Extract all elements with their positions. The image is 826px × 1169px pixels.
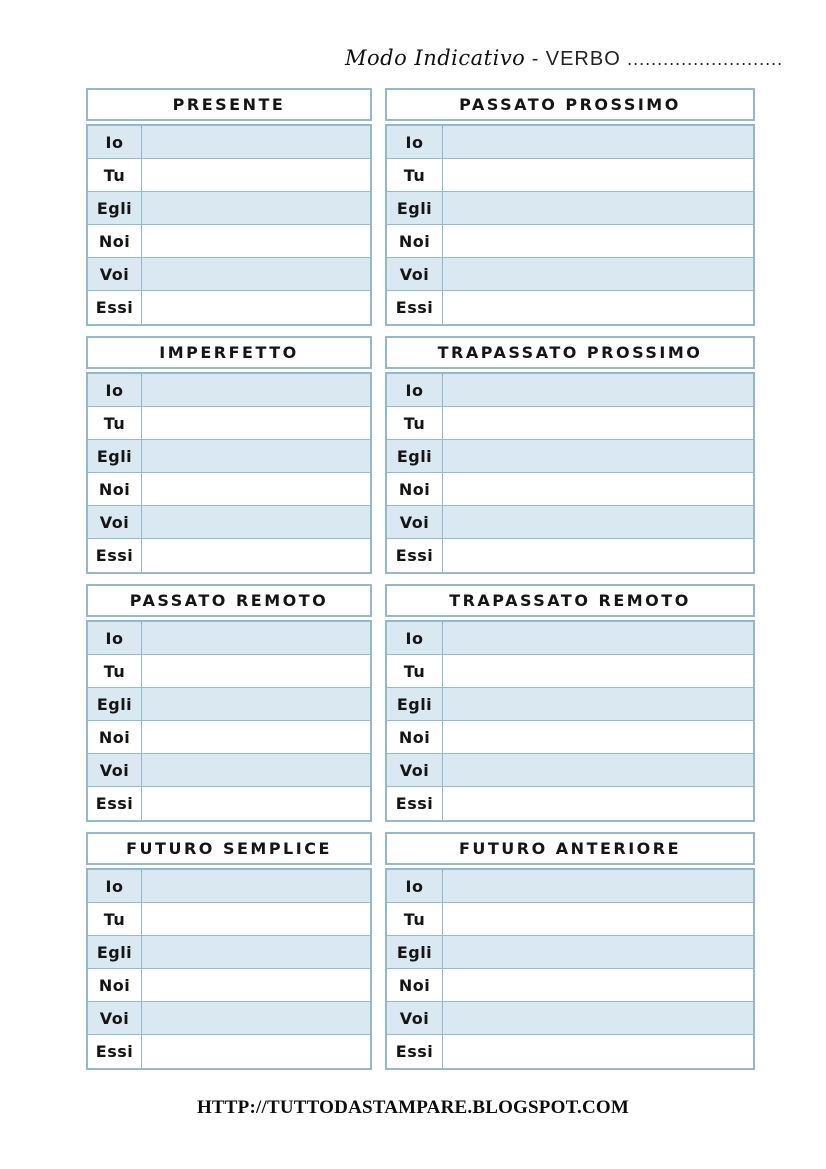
table-row-io [387, 126, 753, 159]
answer-cell [443, 473, 753, 505]
answer-cell [142, 903, 370, 935]
answer-cell [142, 787, 370, 820]
table-body [385, 372, 755, 574]
answer-cell [142, 622, 370, 654]
table-row-voi [387, 1002, 753, 1035]
pronoun-cell: Voi [387, 1002, 443, 1034]
answer-cell [443, 1002, 753, 1034]
table-row-noi [387, 225, 753, 258]
table-title: TRAPASSATO PROSSIMO [385, 336, 755, 369]
pronoun-cell: Io [387, 374, 443, 406]
pronoun-cell: Noi [88, 721, 142, 753]
answer-cell [142, 374, 370, 406]
table-row-egli [88, 688, 370, 721]
table-title: PASSATO PROSSIMO [385, 88, 755, 121]
pronoun-cell: Io [88, 870, 142, 902]
answer-cell [142, 192, 370, 224]
answer-cell [443, 870, 753, 902]
table-presente [86, 88, 372, 326]
table-row-io [387, 374, 753, 407]
answer-cell [142, 473, 370, 505]
table-row-essi [88, 787, 370, 820]
title-fill-in-dots: .......................... [627, 49, 784, 69]
answer-cell [142, 258, 370, 290]
answer-cell [443, 225, 753, 257]
table-futuro-semplice [86, 832, 372, 1070]
pronoun-cell: Tu [387, 407, 443, 439]
table-row-voi [387, 506, 753, 539]
answer-cell [142, 870, 370, 902]
table-row-egli [387, 192, 753, 225]
table-row-essi [387, 539, 753, 572]
pronoun-cell: Essi [387, 1035, 443, 1068]
table-row-io [88, 374, 370, 407]
table-row-tu [88, 903, 370, 936]
table-row-tu [88, 655, 370, 688]
table-trapassato-remoto [385, 584, 755, 822]
table-row-egli [88, 192, 370, 225]
answer-cell [443, 622, 753, 654]
pronoun-cell: Egli [88, 440, 142, 472]
pronoun-cell: Essi [387, 787, 443, 820]
pronoun-cell: Tu [88, 655, 142, 687]
table-row-noi [88, 473, 370, 506]
answer-cell [443, 1035, 753, 1068]
pronoun-cell: Noi [387, 473, 443, 505]
answer-cell [142, 159, 370, 191]
table-row-essi [387, 787, 753, 820]
pronoun-cell: Essi [88, 291, 142, 324]
answer-cell [142, 754, 370, 786]
table-imperfetto [86, 336, 372, 574]
pronoun-cell: Io [387, 622, 443, 654]
table-row-noi [88, 721, 370, 754]
table-row-voi [387, 754, 753, 787]
answer-cell [443, 539, 753, 572]
table-futuro-anteriore [385, 832, 755, 1070]
answer-cell [443, 936, 753, 968]
answer-cell [443, 754, 753, 786]
table-title: FUTURO SEMPLICE [86, 832, 372, 865]
answer-cell [142, 936, 370, 968]
answer-cell [443, 407, 753, 439]
answer-cell [443, 903, 753, 935]
table-body [86, 124, 372, 326]
table-row-voi [387, 258, 753, 291]
pronoun-cell: Egli [88, 688, 142, 720]
pronoun-cell: Voi [387, 754, 443, 786]
answer-cell [443, 440, 753, 472]
answer-cell [443, 721, 753, 753]
table-row-essi [88, 1035, 370, 1068]
table-row-noi [88, 969, 370, 1002]
pronoun-cell: Egli [387, 192, 443, 224]
table-row-tu [88, 407, 370, 440]
pronoun-cell: Tu [387, 159, 443, 191]
pronoun-cell: Egli [387, 688, 443, 720]
table-row-io [387, 870, 753, 903]
pronoun-cell: Tu [387, 903, 443, 935]
answer-cell [142, 655, 370, 687]
pronoun-cell: Tu [88, 159, 142, 191]
answer-cell [443, 126, 753, 158]
title-dash: - [531, 48, 540, 70]
table-body [385, 124, 755, 326]
pronoun-cell: Noi [88, 969, 142, 1001]
answer-cell [142, 225, 370, 257]
answer-cell [142, 440, 370, 472]
table-row-tu [88, 159, 370, 192]
table-row-tu [387, 903, 753, 936]
pronoun-cell: Voi [387, 506, 443, 538]
pronoun-cell: Io [88, 622, 142, 654]
table-title: PASSATO REMOTO [86, 584, 372, 617]
table-row-noi [387, 969, 753, 1002]
table-title: PRESENTE [86, 88, 372, 121]
title-mode-label: Modo Indicativo [345, 46, 526, 70]
answer-cell [142, 539, 370, 572]
answer-cell [443, 655, 753, 687]
pronoun-cell: Noi [387, 225, 443, 257]
pronoun-cell: Essi [88, 539, 142, 572]
answer-cell [142, 126, 370, 158]
table-row-essi [387, 1035, 753, 1068]
pronoun-cell: Voi [88, 754, 142, 786]
answer-cell [443, 506, 753, 538]
answer-cell [142, 291, 370, 324]
title-verb-label: VERBO [545, 48, 621, 70]
table-row-tu [387, 655, 753, 688]
footer-site-url: HTTP://TUTTODASTAMPARE.BLOGSPOT.COM [196, 1097, 630, 1118]
table-row-egli [387, 440, 753, 473]
pronoun-cell: Noi [387, 969, 443, 1001]
table-row-egli [88, 936, 370, 969]
table-body [86, 372, 372, 574]
table-body [385, 620, 755, 822]
table-row-voi [88, 506, 370, 539]
table-title: FUTURO ANTERIORE [385, 832, 755, 865]
pronoun-cell: Io [88, 126, 142, 158]
table-row-noi [88, 225, 370, 258]
table-row-tu [387, 407, 753, 440]
table-row-io [88, 126, 370, 159]
pronoun-cell: Io [387, 870, 443, 902]
table-passato-remoto [86, 584, 372, 822]
table-row-io [387, 622, 753, 655]
pronoun-cell: Tu [387, 655, 443, 687]
pronoun-cell: Essi [88, 787, 142, 820]
conjugation-grid [86, 88, 755, 1070]
pronoun-cell: Essi [88, 1035, 142, 1068]
table-row-essi [88, 539, 370, 572]
pronoun-cell: Voi [88, 1002, 142, 1034]
table-title: IMPERFETTO [86, 336, 372, 369]
answer-cell [443, 291, 753, 324]
answer-cell [443, 688, 753, 720]
answer-cell [142, 721, 370, 753]
table-row-noi [387, 721, 753, 754]
table-row-egli [88, 440, 370, 473]
pronoun-cell: Noi [88, 473, 142, 505]
pronoun-cell: Voi [88, 506, 142, 538]
table-row-voi [88, 1002, 370, 1035]
pronoun-cell: Voi [387, 258, 443, 290]
table-row-tu [387, 159, 753, 192]
table-row-egli [387, 936, 753, 969]
answer-cell [443, 258, 753, 290]
pronoun-cell: Essi [387, 291, 443, 324]
pronoun-cell: Essi [387, 539, 443, 572]
table-row-voi [88, 754, 370, 787]
answer-cell [443, 192, 753, 224]
table-row-io [88, 622, 370, 655]
pronoun-cell: Tu [88, 407, 142, 439]
answer-cell [443, 159, 753, 191]
answer-cell [142, 407, 370, 439]
pronoun-cell: Noi [387, 721, 443, 753]
pronoun-cell: Egli [387, 440, 443, 472]
pronoun-cell: Tu [88, 903, 142, 935]
pronoun-cell: Egli [88, 936, 142, 968]
answer-cell [142, 506, 370, 538]
table-row-essi [88, 291, 370, 324]
table-row-essi [387, 291, 753, 324]
pronoun-cell: Egli [88, 192, 142, 224]
pronoun-cell: Voi [88, 258, 142, 290]
table-body [86, 620, 372, 822]
answer-cell [142, 688, 370, 720]
answer-cell [142, 1002, 370, 1034]
answer-cell [142, 969, 370, 1001]
answer-cell [443, 787, 753, 820]
table-row-noi [387, 473, 753, 506]
pronoun-cell: Noi [88, 225, 142, 257]
table-row-voi [88, 258, 370, 291]
answer-cell [443, 374, 753, 406]
answer-cell [443, 969, 753, 1001]
table-title: TRAPASSATO REMOTO [385, 584, 755, 617]
page-title [345, 46, 783, 71]
pronoun-cell: Io [88, 374, 142, 406]
pronoun-cell: Io [387, 126, 443, 158]
pronoun-cell: Egli [387, 936, 443, 968]
table-trapassato-prossimo [385, 336, 755, 574]
table-row-egli [387, 688, 753, 721]
table-passato-prossimo [385, 88, 755, 326]
answer-cell [142, 1035, 370, 1068]
table-row-io [88, 870, 370, 903]
table-body [86, 868, 372, 1070]
table-body [385, 868, 755, 1070]
